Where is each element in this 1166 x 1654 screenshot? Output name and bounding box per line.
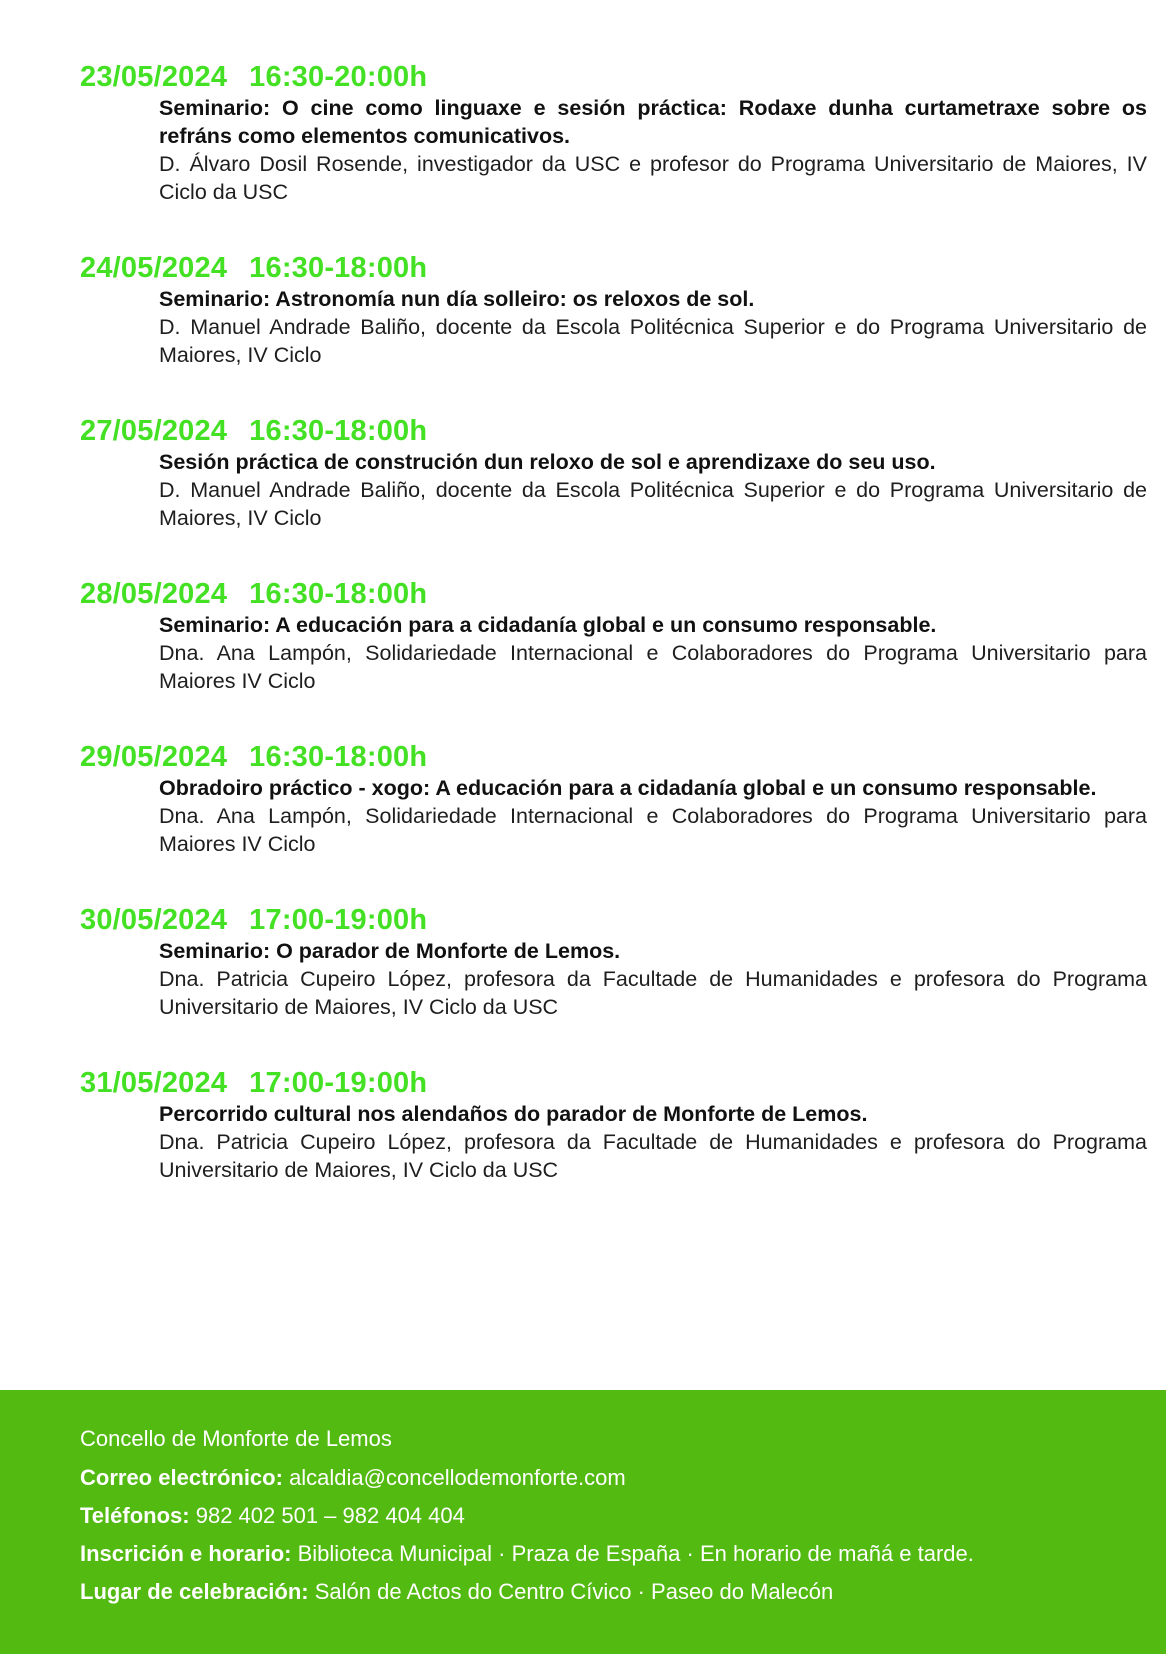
event-time: 16:30-18:00h bbox=[249, 741, 428, 773]
event-item bbox=[80, 60, 1147, 206]
event-speaker: Dna. Patricia Cupeiro López, profesora da Facultade de Humanidades e profesora do Programa Universitario de Maiores, IV Ciclo da USC bbox=[159, 967, 1147, 1019]
event-speaker: Dna. Patricia Cupeiro López, profesora da Facultade de Humanidades e profesora do Programa Universitario de Maiores, IV Ciclo da USC bbox=[159, 1130, 1147, 1182]
event-date: 27/05/2024 bbox=[80, 415, 228, 447]
event-title: Seminario: A educación para a cidadanía global e un consumo responsable. bbox=[159, 613, 937, 637]
event-speaker: Dna. Ana Lampón, Solidariedade Internacional e Colaboradores do Programa Universitario para Maiores IV Ciclo bbox=[159, 641, 1147, 693]
event-header bbox=[80, 251, 1080, 285]
event-speaker: D. Manuel Andrade Baliño, docente da Escola Politécnica Superior e do Programa Universitario de Maiores, IV Ciclo bbox=[159, 315, 1147, 367]
event-body bbox=[159, 937, 1147, 1021]
event-header bbox=[80, 414, 1080, 448]
phone-label: Teléfonos: bbox=[80, 1503, 190, 1528]
event-title: Obradoiro práctico - xogo: A educación para a cidadanía global e un consumo responsable. bbox=[159, 776, 1097, 800]
organization-name: Concello de Monforte de Lemos bbox=[80, 1426, 392, 1451]
event-time: 17:00-19:00h bbox=[249, 1067, 428, 1099]
event-speaker: Dna. Ana Lampón, Solidariedade Internacional e Colaboradores do Programa Universitario para Maiores IV Ciclo bbox=[159, 804, 1147, 856]
footer-organization bbox=[80, 1424, 392, 1454]
event-title: Sesión práctica de construción dun reloxo de sol e aprendizaxe do seu uso. bbox=[159, 450, 936, 474]
event-header bbox=[80, 577, 1080, 611]
event-item bbox=[80, 251, 1147, 369]
event-date: 31/05/2024 bbox=[80, 1067, 228, 1099]
registration-info: Biblioteca Municipal · Praza de España · En horario de mañá e tarde. bbox=[297, 1541, 974, 1566]
footer-venue-line bbox=[80, 1577, 833, 1607]
email-label: Correo electrónico: bbox=[80, 1465, 283, 1490]
event-date: 24/05/2024 bbox=[80, 252, 228, 284]
event-time: 16:30-20:00h bbox=[249, 61, 428, 93]
event-header bbox=[80, 903, 1080, 937]
event-time: 17:00-19:00h bbox=[249, 904, 428, 936]
schedule-list bbox=[80, 60, 1147, 1184]
registration-label: Inscrición e horario: bbox=[80, 1541, 292, 1566]
event-body bbox=[159, 1100, 1147, 1184]
event-body bbox=[159, 94, 1147, 206]
event-body bbox=[159, 448, 1147, 532]
event-item bbox=[80, 1066, 1147, 1184]
footer-registration-line bbox=[80, 1539, 974, 1569]
event-item bbox=[80, 577, 1147, 695]
event-date: 30/05/2024 bbox=[80, 904, 228, 936]
event-date: 29/05/2024 bbox=[80, 741, 228, 773]
event-item bbox=[80, 903, 1147, 1021]
footer-contact-banner bbox=[0, 1390, 1166, 1654]
event-title: Seminario: O parador de Monforte de Lemos. bbox=[159, 939, 621, 963]
event-title: Percorrido cultural nos alendaños do parador de Monforte de Lemos. bbox=[159, 1102, 868, 1126]
event-body bbox=[159, 285, 1147, 369]
event-header bbox=[80, 1066, 1080, 1100]
event-title: Seminario: O cine como linguaxe e sesión práctica: Rodaxe dunha curtametraxe sobre os refráns como elementos comunicativos. bbox=[159, 96, 1147, 148]
event-body bbox=[159, 611, 1147, 695]
event-speaker: D. Manuel Andrade Baliño, docente da Escola Politécnica Superior e do Programa Universitario de Maiores, IV Ciclo bbox=[159, 478, 1147, 530]
event-date: 23/05/2024 bbox=[80, 61, 228, 93]
phone-numbers: 982 402 501 – 982 404 404 bbox=[195, 1503, 465, 1528]
event-time: 16:30-18:00h bbox=[249, 578, 428, 610]
event-item bbox=[80, 740, 1147, 858]
email-link[interactable]: alcaldia@concellodemonforte.com bbox=[289, 1465, 626, 1490]
footer-phone-line bbox=[80, 1501, 465, 1531]
venue-info: Salón de Actos do Centro Cívico · Paseo do Malecón bbox=[314, 1579, 834, 1604]
event-header bbox=[80, 60, 1080, 94]
venue-label: Lugar de celebración: bbox=[80, 1579, 309, 1604]
event-date: 28/05/2024 bbox=[80, 578, 228, 610]
event-header bbox=[80, 740, 1080, 774]
event-time: 16:30-18:00h bbox=[249, 252, 428, 284]
event-body bbox=[159, 774, 1147, 858]
event-title: Seminario: Astronomía nun día solleiro: os reloxos de sol. bbox=[159, 287, 755, 311]
footer-email-line bbox=[80, 1463, 626, 1493]
event-item bbox=[80, 414, 1147, 532]
event-speaker: D. Álvaro Dosil Rosende, investigador da USC e profesor do Programa Universitario de Maiores, IV Ciclo da USC bbox=[159, 152, 1147, 204]
event-time: 16:30-18:00h bbox=[249, 415, 428, 447]
